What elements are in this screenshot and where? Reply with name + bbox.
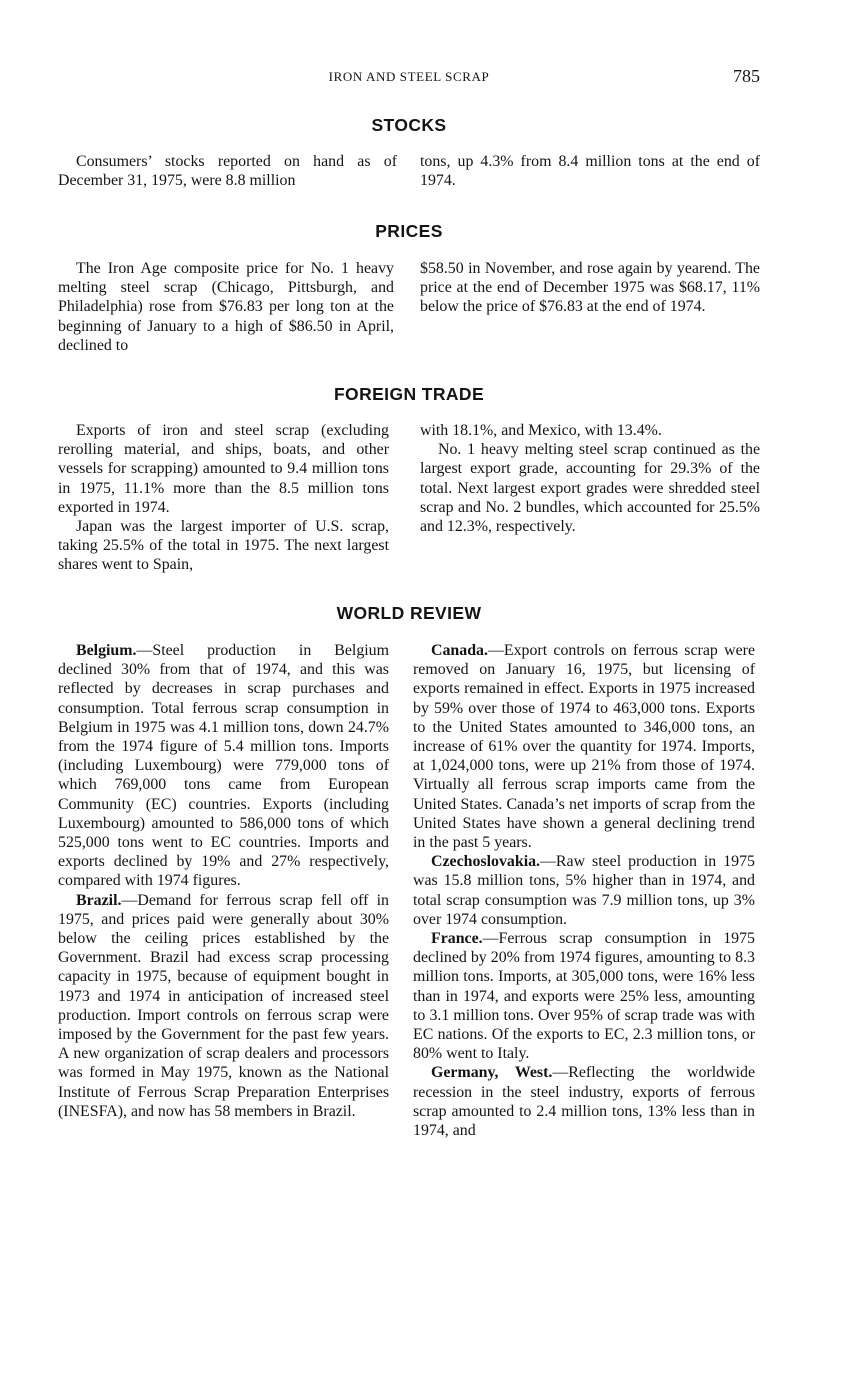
stocks-left-column [58, 152, 397, 190]
country-text: —Steel production in Belgium declined 30% from that of 1974, and this was reflected by decreases in scrap purchases and consumption. Total ferrous scrap consumption in Belgium in 1975 was 4.1 million tons, down 24.7% from the 1974 figure of 5.4 million tons. Imports (including Luxembourg) were 779,000 tons of which 769,000 tons came from European Community (EC) countries. Exports (including Luxembourg) amounted to 586,000 tons of which 525,000 tons went to EC countries. Imports and exports declined by 19% and 27% respectively, compared with 1974 figures. [58, 642, 389, 890]
prices-paragraph-continued: $58.50 in November, and rose again by yearend. The price at the end of December 1975 was $68.17, 11% below the price of $76.83 at the end of 1974. [420, 260, 760, 316]
country-entry-canada [413, 641, 755, 852]
country-name: Czechoslovakia. [431, 853, 541, 871]
document-page [58, 0, 760, 1380]
country-text: —Raw steel production in 1975 was 15.8 million tons, 5% higher than in 1974, and total scrap consumption was 7.9 million tons, up 3% over 1974 consumption. [413, 853, 755, 928]
world-review-right-column [413, 641, 755, 1140]
foreign-trade-paragraph: No. 1 heavy melting steel scrap continued as the largest export grade, accounting for 29.3% of the total. Next largest export grades were shredded steel scrap and No. 2 bundles, which accounted for 25.5% and 12.3%, respectively. [420, 441, 760, 536]
stocks-right-column [420, 152, 760, 190]
stocks-paragraph-continued: tons, up 4.3% from 8.4 million tons at the end of 1974. [420, 153, 760, 190]
country-entry-belgium [58, 641, 389, 891]
prices-right-column [420, 259, 760, 317]
running-header [58, 66, 760, 88]
foreign-trade-heading: FOREIGN TRADE [333, 384, 485, 404]
page-number: 785 [733, 66, 760, 86]
country-text: —Reflecting the worldwide recession in the steel industry, exports of ferrous scrap amounted to 2.4 million tons, 13% less than in 1974, and [413, 1064, 755, 1140]
foreign-trade-right-column [420, 421, 760, 536]
country-name: Canada. [431, 642, 488, 659]
country-entry-france [413, 929, 755, 1063]
prices-left-column [58, 259, 394, 355]
running-title: IRON AND STEEL SCRAP [328, 69, 490, 84]
stocks-heading: STOCKS [371, 115, 447, 135]
foreign-trade-paragraph-continued: with 18.1%, and Mexico, with 13.4%. [420, 422, 662, 439]
country-name: Belgium. [76, 642, 137, 659]
country-name: France. [431, 930, 483, 948]
world-review-left-column [58, 641, 389, 1121]
country-text: —Demand for ferrous scrap fell off in 1975, and prices paid were generally about 30% below the ceiling prices established by the Government. Brazil had excess scrap processing capacity in 1975, because of equipment bought in 1973 and 1974 in anticipation of increased steel production. Import controls on ferrous scrap were imposed by the Government for the past few years. A new organization of scrap dealers and processors was formed in May 1975, known as the National Institute of Ferrous Scrap Preparation Enterprises (INESFA), and now has 58 members in Brazil. [58, 891, 389, 1120]
country-text: —Ferrous scrap consumption in 1975 declined by 20% from 1974 figures, amounting to 8.3 million tons. Imports, at 305,000 tons, were 16% less than in 1974, and exports were 25% less, amounting to 3.1 million tons. Over 95% of scrap trade was with EC nations. Of the exports to EC, 2.3 million tons, or 80% went to Italy. [413, 930, 755, 1063]
country-entry-brazil [58, 891, 389, 1121]
foreign-trade-paragraph: Japan was the largest importer of U.S. scrap, taking 25.5% of the total in 1975. The next largest shares went to Spain, [58, 518, 389, 574]
prices-paragraph: The Iron Age composite price for No. 1 heavy melting steel scrap (Chicago, Pittsburgh, and Philadelphia) rose from $76.83 per long ton at the beginning of January to a high of $86.50 in April, declined to [58, 260, 394, 354]
foreign-trade-left-column [58, 421, 389, 575]
world-review-heading: WORLD REVIEW [336, 603, 482, 623]
stocks-paragraph: Consumers’ stocks reported on hand as of December 31, 1975, were 8.8 million [58, 153, 397, 190]
country-name: Germany, West. [431, 1064, 553, 1082]
country-entry-czechoslovakia [413, 852, 755, 929]
country-entry-germany-west [413, 1063, 755, 1140]
foreign-trade-paragraph: Exports of iron and steel scrap (excluding rerolling material, and ships, boats, and other vessels for scrapping) amounted to 9.4 million tons in 1975, 11.1% more than the 8.5 million tons exported in 1974. [58, 422, 389, 516]
country-text: —Export controls on ferrous scrap were removed on January 16, 1975, but licensing of exports remained in effect. Exports in 1975 increased by 59% over those of 1974 to 463,000 tons. Exports to the United States amounted to 346,000 tons, an increase of 61% over the quantity for 1974. Imports, at 1,024,000 tons, were up 21% from those of 1974. Virtually all ferrous scrap imports came from the United States. Canada’s net imports of scrap from the United States have shown a general declining trend in the past 5 years. [413, 642, 755, 852]
country-name: Brazil. [76, 891, 122, 909]
prices-heading: PRICES [375, 221, 443, 241]
